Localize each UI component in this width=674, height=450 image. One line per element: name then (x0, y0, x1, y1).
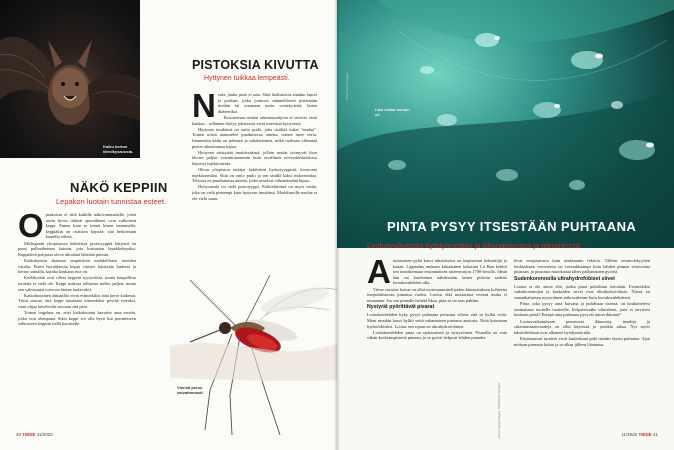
mosquito-photo (170, 270, 337, 435)
paragraph: Kivuttoman neulan rakennusohjeita ei tarvitse etsiä kaukaa – sellainen löytyy jokaisesta verta imevästä hyttysestä. (192, 114, 317, 126)
dropcap: N (192, 87, 216, 124)
paragraph: Lootus ei ole ainoa eliö, jonka pinta puhdistuu itsestään. Esimerkiksi sudenkorentojen ja kaskaiden siivet ovat ultrahydrofobisia. Niissä on samankaltaisen nystyräinen mikrorakenne kuin lootuksenlehdessä. (514, 283, 650, 300)
bat-illustration (0, 0, 140, 158)
issue-number: 11/2020 (36, 432, 53, 437)
article-column-needle (192, 87, 317, 202)
paragraph: Hyttysen imukärsä on ontto putki, joka sisältää kaksi "neulaa". Toinen niistä annostelee puuduttavaa ainetta, toinen imee verta. Imuneulan kärki on pehmeä ja sahalaitainen, mikä osaltaan vähentää piston aiheuttamaa kipua. (192, 126, 317, 149)
paragraph: paskoista ei riitä kaikille näkövammaisille, joten usein hyvin tärkeät apuvälineet ovat valkoinen keppi. Ennen kuin se toimii hiiren tuntumalla, keppiäkin on osattava käyttää: sitä heilutetaan kaarella edestä. (45, 212, 136, 240)
article-column-lotus-1 (367, 253, 507, 342)
paragraph: Kaikuluotain skannaa ympäristöä mahdollisten esteiden varalta. Eteen havaittaessa keppi värisee käyttäjän kädessä ja kertoo samalla, kuinka kaukana este on. (18, 257, 136, 275)
paragraph: Lootusvaikutukseen perustuvia ikkunoita, maaleja ja rakennusmateriaaleja on ollut käytössä jo joitakin aikaa. Nyt myös tekstiilitehtaat ovat alkaneet hyödyntää tätä. (514, 318, 650, 335)
paragraph: eula, jonka pisto ei satu. Siitä ihaltuisivat ainakin lapset ja potilaat, jotka joutuvat säännöllisesti pistämään itseään tai ottamaan usein verinäytteitä, kuten diabeetikot. (217, 92, 317, 114)
paragraph: asiaisaisen pyhä kasvi intianlootus on inspiroinut keksintöjä jo kauan. Lagendan mukaan kiinalainen keksintö La Ban kehitti sen innoittamana ensimmäisen sateenvarjon 1700-luvulla. Idean hän sai kuulemma nähdessään lasten pitävän sadetta lootuksenlehden alla. (392, 258, 507, 286)
paragraph: Michiganin yliopistossa kehitettyä prototyyppiä kärjessä on pieni palloaiheinen kaiutin, jota kutsutaan lepakkokepiksi. Kappaleen pohjassa oleva ultraääni lähettää pulssin. (18, 240, 136, 257)
section-heading: Sudenkorennolla ultrahydrofobiset siivet (514, 275, 615, 282)
paragraph: levat vesipisarasta kuin neulamatto fakiiria. Tällöin vesimolekyylien keskinäinen vetovoima on voimakkaampi kuin lehden pinnan vetovoima pisaraan, ja pisarasta muodostuu lähes pallomainen pyöreä. (514, 258, 650, 275)
page-gutter (334, 0, 340, 450)
article-heading-needle: PISTOKSIA KIVUTTA (192, 58, 319, 72)
page-number: 41 (652, 432, 658, 437)
article-heading-echolocation: NÄKÖ KEPPIIN (70, 180, 168, 195)
paragraph: Lootuksenlehden pinta on epätasainen ja nystyröinen. Pisaralla on vain vähän kosketuspisteitä pintaan, ja se pyörii helposti lehden pinnalta. (367, 329, 507, 341)
page-number: 40 (16, 432, 22, 437)
paragraph: Käytännössä tuotteet eivät kuitenkaan pidä itseään täysin puhtaina. Ajan mittaan pinnasta kuluu ja se alkaa jälleen likaantua. (514, 335, 650, 347)
photo-credit-bottom: Kuvat: Getty Images, SPL/Ritzau Scanpix (497, 382, 501, 438)
bat-caption: Kaiku kertoo lörmikysavusta. (103, 144, 134, 154)
lotus-leaf-photo (337, 0, 674, 248)
article-subheading-needle: Hyttynen tuikkaa lempeästi. (204, 75, 290, 82)
leaf-caption: Lika vallaa reunan yli. (375, 107, 410, 117)
mosquito-illustration (170, 270, 337, 435)
paragraph: Lootuksenlehden kyky pysyä puhtaana perustuu siihen, että se hylkii vettä. Moni muukin kasvi hylkii vettä vahamaisen pintansa ansiosta. Niitä kutsutaan hydrofobisiksi. Lootus sen sijaan on ultrahydrofobinen. (367, 312, 507, 329)
dropcap: A (367, 253, 391, 290)
mosquito-caption: Vierinä peruu vaivattomasti. (177, 385, 204, 395)
lotus-leaf-illustration (337, 0, 674, 248)
dropcap: O (18, 207, 44, 244)
right-page (337, 0, 674, 450)
paragraph: Ohion yliopiston tutkijat kehittävät hyttystyyppisiä, kivutonta injektioneulaa. Siitä on ontto putki ja sen sisällä kaksi mikroneulaa. Tehossa on puuduttavaa aineita, jotka nostavat vähentämään kipua. (192, 167, 317, 184)
section-heading: Nystyrät pyörittävät pisarat (367, 304, 435, 311)
magazine-name: TIEDE (22, 432, 36, 437)
magazine-name: TIEDE (638, 432, 652, 437)
bat-photo (0, 0, 140, 158)
article-subheading-echolocation: Lepakon luotain tunnistaa esteet. (56, 197, 167, 206)
paragraph: Hyttysen värityttää imukärsäänsä, jolloin neulat työntyvät ihon lävitse paljon vaivattomammin kuin tavallinen terveydenhoidossa käytetyt injektioneula. (192, 149, 317, 166)
paragraph: Toinen ongelma on, ettei kaikuluotain havaitse aina esteitä, jotka ovat alempana. Siksi keppi voi olla hyvä lisä perinteiseen valkoiseen keppiin tiellä kuraiselle. (18, 310, 136, 327)
article-column-lotus-2 (514, 258, 650, 348)
page-folio-right (621, 432, 658, 437)
photo-credit-top: Kuvat: Getty Images (345, 72, 349, 100)
issue-number: 11/2020 (621, 432, 638, 437)
paragraph: Viime vuosina lootus on ollut tuotesuunnittelijoiden kiinnostuksen kohteena itsepuhdistuvan pintansa vuoksi. Lootus elää mutaisissa vesissä mutta ei mutaannu. Jos sen pinnalle heittää likaa, plan se on taas puhdas. (367, 286, 507, 303)
article-heading-lotus: PINTA PYSYY ITSESTÄÄN PUHTAANA (387, 219, 637, 234)
page-folio-left (16, 432, 53, 437)
paragraph: Pinta, joka pysyy aina kuivana ja puhdistaa itsensä, on houkutteleva ominaisuus monelle tuotteelle. Kelpaisivatko ulimaläset, joita ei tarvitsisi koskaan pestä? Entäpä aina puhtaana pysyvät auton ikkunat? (514, 301, 650, 318)
paragraph: Hyttysneula on vielä prototyyppi. Kehiteltävänä on myös neula, joka on vielä pienempi kuin hyttysen imukärsä. Markkinoille neulaa ei ole vielä saatu. (192, 184, 317, 201)
article-column-echolocation (18, 207, 136, 327)
paragraph: Kaikuluotainen ääniaallot eivät esimerkiksi aina kerro kaikesta. Tässä seuraa, että keppi tunnistaa esimerkiksi pöytää esteeksi, vaan ohjaa käveleviin suoraan sitä päin. (18, 292, 136, 309)
paragraph: Keeläkyttää ovat olleet keppiin tyytyväisiä, mutta kaupallista tuotetta ei vielä ole. Keppi maksaa tulluessa melko paljon, mutta sen valmistajat toivovat hintaa laskevaksi. (18, 275, 136, 292)
article-subheading-lotus: Lootusvaikutusta hyödynnetään jo ikkunalaseissa ja tekstiileissä. (367, 241, 582, 250)
